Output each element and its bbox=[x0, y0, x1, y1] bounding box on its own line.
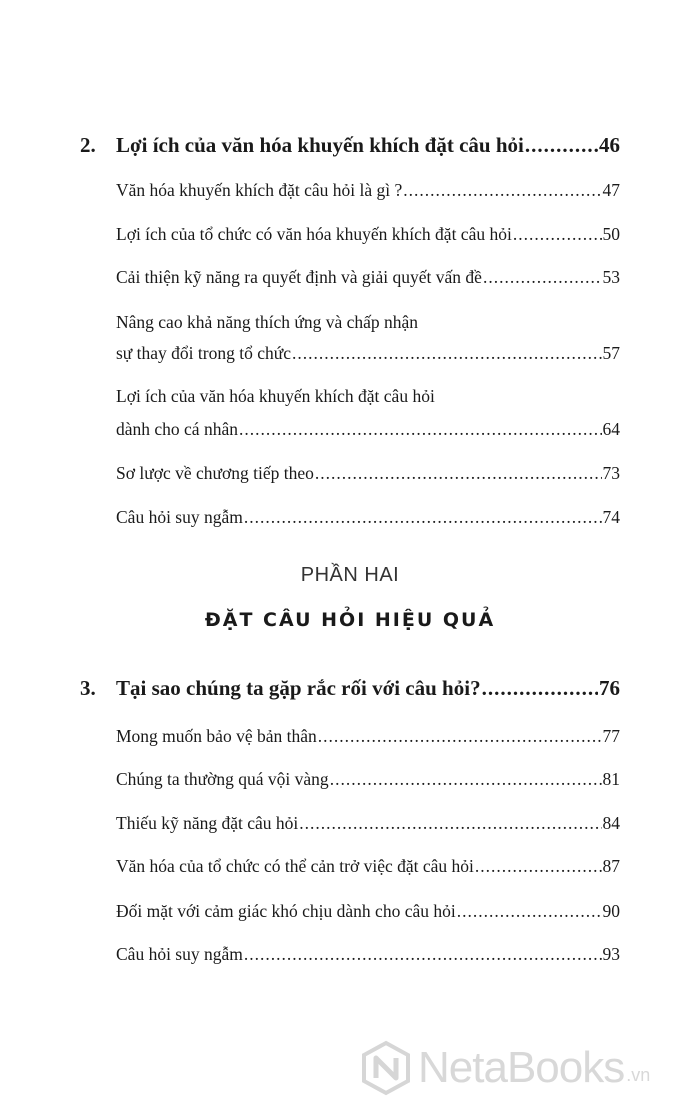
toc-entry[interactable] bbox=[116, 507, 620, 528]
toc-chapter-3[interactable] bbox=[80, 676, 620, 701]
toc-entry[interactable] bbox=[116, 901, 620, 922]
chapter-number: 3. bbox=[80, 676, 96, 700]
watermark-suffix: .vn bbox=[626, 1065, 651, 1085]
page-number: 87 bbox=[602, 856, 620, 876]
toc-entry[interactable] bbox=[116, 267, 620, 288]
dot-leader bbox=[244, 507, 602, 528]
entry-title: Câu hỏi suy ngẫm bbox=[116, 944, 243, 964]
dot-leader bbox=[457, 901, 602, 922]
toc-entry[interactable] bbox=[116, 343, 620, 364]
entry-title: Mong muốn bảo vệ bản thân bbox=[116, 726, 317, 746]
entry-title: Đối mặt với cảm giác khó chịu dành cho câu hỏi bbox=[116, 901, 456, 921]
dot-leader bbox=[330, 769, 602, 790]
watermark-brand: NetaBooks bbox=[418, 1043, 625, 1092]
part-label: PHẦN HAI bbox=[300, 564, 400, 586]
page-number: 57 bbox=[602, 343, 620, 363]
page-number: 73 bbox=[602, 463, 620, 483]
page-number: 84 bbox=[602, 813, 620, 833]
entry-title-line-1: Lợi ích của văn hóa khuyến khích đặt câu hỏi bbox=[116, 386, 435, 406]
page-number: 50 bbox=[602, 224, 620, 244]
page-number: 46 bbox=[599, 133, 620, 157]
toc-entry[interactable] bbox=[116, 769, 620, 790]
entry-title: Văn hóa của tổ chức có thể cản trở việc đặt câu hỏi bbox=[116, 856, 474, 876]
entry-title: sự thay đổi trong tổ chức bbox=[116, 343, 291, 363]
watermark bbox=[360, 1040, 650, 1096]
page-number: 77 bbox=[602, 726, 620, 746]
toc-entry[interactable] bbox=[116, 180, 620, 201]
entry-title: Sơ lược về chương tiếp theo bbox=[116, 463, 314, 483]
page-number: 47 bbox=[602, 180, 620, 200]
netabooks-logo-icon bbox=[360, 1040, 412, 1096]
entry-title: Lợi ích của tổ chức có văn hóa khuyến khích đặt câu hỏi bbox=[116, 224, 512, 244]
page-number: 53 bbox=[602, 267, 620, 287]
dot-leader bbox=[299, 813, 601, 834]
dot-leader bbox=[483, 267, 602, 288]
dot-leader bbox=[475, 856, 602, 877]
toc-entry[interactable] bbox=[116, 813, 620, 834]
entry-title: Câu hỏi suy ngẫm bbox=[116, 507, 243, 527]
page-number: 76 bbox=[599, 676, 620, 700]
entry-title-line-1: Nâng cao khả năng thích ứng và chấp nhận bbox=[116, 312, 419, 332]
toc-entry[interactable] bbox=[116, 856, 620, 877]
entry-title: Thiếu kỹ năng đặt câu hỏi bbox=[116, 813, 299, 833]
toc-entry[interactable] bbox=[116, 726, 620, 747]
toc-chapter-2[interactable] bbox=[80, 133, 620, 158]
entry-title: Chúng ta thường quá vội vàng bbox=[116, 769, 329, 789]
toc-entry[interactable] bbox=[116, 419, 620, 440]
page-number: 64 bbox=[602, 419, 620, 439]
page-number: 90 bbox=[602, 901, 620, 921]
toc-entry[interactable] bbox=[116, 224, 620, 245]
dot-leader bbox=[292, 343, 602, 364]
dot-leader bbox=[482, 676, 598, 701]
dot-leader bbox=[239, 419, 602, 440]
page-number: 93 bbox=[602, 944, 620, 964]
page-number: 81 bbox=[602, 769, 620, 789]
dot-leader bbox=[513, 224, 602, 245]
chapter-title: Tại sao chúng ta gặp rắc rối với câu hỏi? bbox=[116, 676, 481, 700]
toc-entry[interactable] bbox=[116, 944, 620, 965]
dot-leader bbox=[315, 463, 602, 484]
dot-leader bbox=[403, 180, 601, 201]
dot-leader bbox=[525, 133, 598, 158]
page-number: 74 bbox=[602, 507, 620, 527]
toc-entry[interactable] bbox=[116, 463, 620, 484]
entry-title: Văn hóa khuyến khích đặt câu hỏi là gì ? bbox=[116, 180, 403, 200]
chapter-number: 2. bbox=[80, 133, 96, 157]
dot-leader bbox=[244, 944, 602, 965]
entry-title: Cải thiện kỹ năng ra quyết định và giải quyết vấn đề bbox=[116, 267, 482, 287]
chapter-title: Lợi ích của văn hóa khuyến khích đặt câu hỏi bbox=[116, 133, 524, 157]
dot-leader bbox=[318, 726, 602, 747]
part-title: ĐẶT CÂU HỎI HIỆU QUẢ bbox=[204, 609, 496, 631]
entry-title: dành cho cá nhân bbox=[116, 419, 238, 439]
